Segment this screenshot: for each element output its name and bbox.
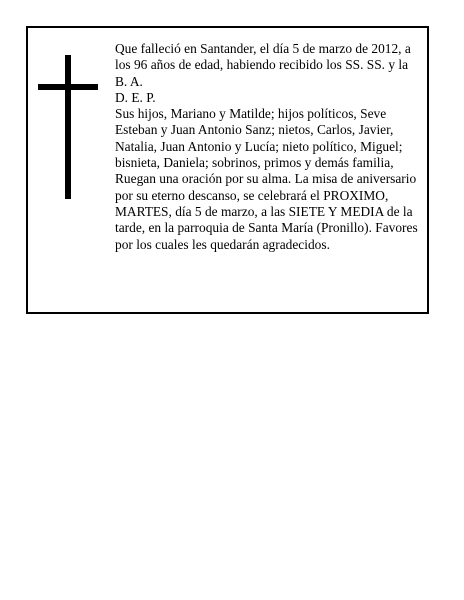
cross-icon: [38, 55, 98, 199]
cross-vertical-bar: [65, 55, 71, 199]
notice-intro: Que falleció en Santander, el día 5 de marzo de 2012, a los 96 años de edad, habiendo recibido los SS. SS. y la B. A.: [115, 41, 411, 89]
cross-horizontal-bar: [38, 84, 98, 90]
notice-body: Sus hijos, Mariano y Matilde; hijos políticos, Seve Esteban y Juan Antonio Sanz; nietos, Carlos, Javier, Natalia, Juan Antonio y Lucía; nieto político, Miguel; bisnieta, Daniela; sobrinos, primos y demás familia, Ruegan una oración por su alma. La misa de aniversario por su eterno descanso, se celebrará el PROXIMO, MARTES, día 5 de marzo, a las SIETE Y MEDIA de la tarde, en la parroquia de Santa María (Pronillo). Favores por los cuales les quedarán agradecidos.: [115, 106, 418, 252]
notice-dep: D. E. P.: [115, 89, 156, 105]
notice-text: [115, 41, 423, 253]
obituary-notice: [26, 26, 429, 314]
